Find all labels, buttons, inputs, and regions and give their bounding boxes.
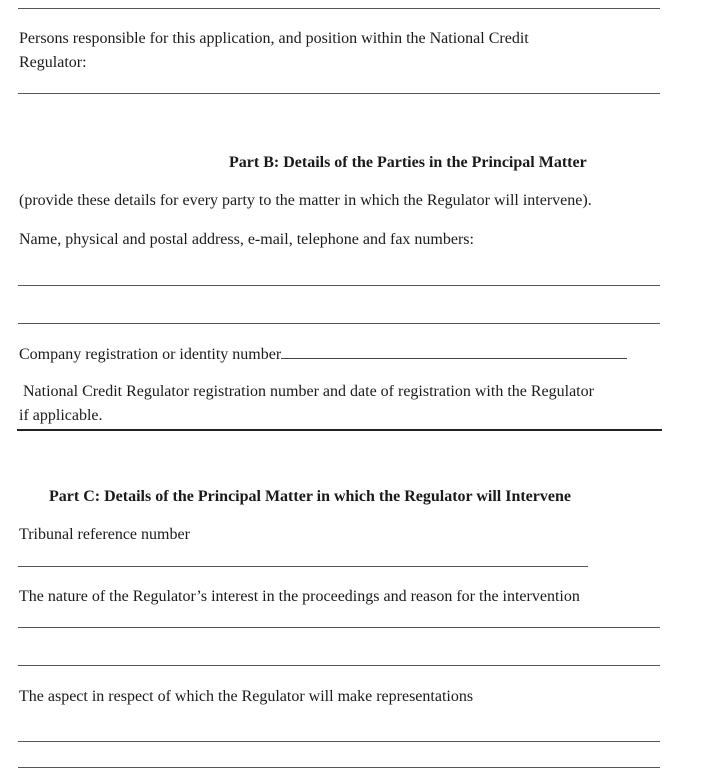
contact-details-label: Name, physical and postal address, e-mail, telephone and fax numbers: [19, 231, 474, 248]
representations-answer-line-2[interactable] [18, 767, 660, 768]
part-c-heading: Part C: Details of the Principal Matter in which the Regulator will Intervene [49, 488, 571, 505]
company-registration-answer-line[interactable] [281, 344, 627, 359]
company-registration-row [19, 343, 627, 367]
representations-aspect-label: The aspect in respect of which the Regulator will make representations [19, 688, 474, 705]
contact-answer-line-2[interactable] [18, 323, 660, 324]
tribunal-reference-answer-line[interactable] [18, 566, 588, 567]
ncr-registration-answer-line[interactable] [17, 429, 662, 431]
part-b-heading: Part B: Details of the Parties in the Principal Matter [229, 154, 587, 171]
regulator-interest-answer-line-1[interactable] [18, 627, 660, 628]
responsible-label-line1: Persons responsible for this application, and position within the National Credit [19, 30, 529, 47]
tribunal-reference-label: Tribunal reference number [19, 526, 190, 543]
regulator-interest-answer-line-2[interactable] [18, 665, 660, 666]
regulator-interest-label: The nature of the Regulator’s interest in the proceedings and reason for the intervention [19, 588, 580, 605]
responsible-answer-line[interactable] [18, 93, 660, 94]
ncr-registration-label-line1: National Credit Regulator registration number and date of registration with the Regulator [23, 383, 594, 400]
company-registration-label: Company registration or identity number [19, 346, 282, 363]
ncr-registration-label-line2: if applicable. [19, 407, 103, 424]
contact-answer-line-1[interactable] [18, 285, 660, 286]
responsible-label-line2: Regulator: [19, 54, 87, 71]
representations-answer-line-1[interactable] [18, 741, 660, 742]
part-b-note: (provide these details for every party to the matter in which the Regulator will intervene). [19, 192, 592, 209]
top-answer-line[interactable] [18, 8, 660, 9]
